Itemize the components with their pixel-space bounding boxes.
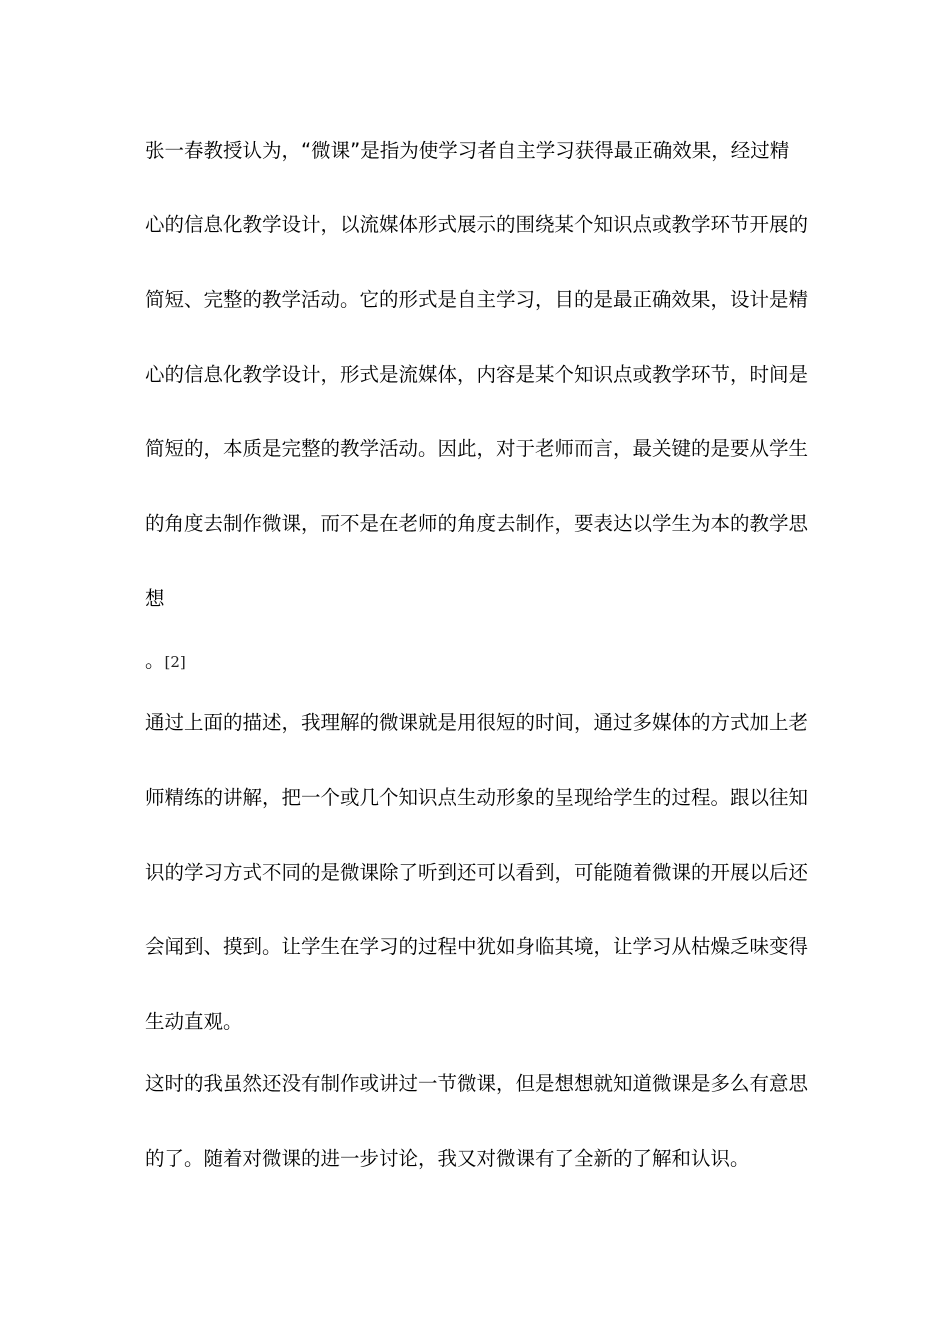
paragraph-1-end-line <box>145 648 805 675</box>
paragraph-2-line-3: 识的学习方式不同的是微课除了听到还可以看到，可能随着微课的开展以后还 <box>145 861 809 884</box>
paragraph-3-line-2: 的了。随着对微课的进一步讨论，我又对微课有了全新的了解和认识。 <box>145 1147 750 1170</box>
paragraph-2-line-2: 师精练的讲解，把一个或几个知识点生动形象的呈现给学生的过程。跟以往知 <box>145 786 809 809</box>
paragraph-1-line-6: 的角度去制作微课，而不是在老师的角度去制作，要表达以学生为本的教学思 <box>145 512 809 535</box>
paragraph-2-line-1: 通过上面的描述，我理解的微课就是用很短的时间，通过多媒体的方式加上老 <box>145 711 809 734</box>
paragraph-1-line-2: 心的信息化教学设计，以流媒体形式展示的围绕某个知识点或教学环节开展的 <box>145 213 809 236</box>
paragraph-2-line-4: 会闻到、摸到。让学生在学习的过程中犹如身临其境，让学习从枯燥乏味变得 <box>145 935 809 958</box>
paragraph-1-line-4: 心的信息化教学设计，形式是流媒体，内容是某个知识点或教学环节，时间是 <box>145 363 809 386</box>
citation-reference: [2] <box>164 653 186 671</box>
paragraph-1-line-5: 简短的，本质是完整的教学活动。因此，对于老师而言，最关键的是要从学生 <box>145 437 809 460</box>
paragraph-1-line-7: 想 <box>145 587 165 610</box>
paragraph-1-end-mark: 。 <box>145 649 165 672</box>
paragraph-1-line-1: 张一春教授认为，“微课”是指为使学习者自主学习获得最正确效果，经过精 <box>145 139 790 162</box>
paragraph-3-line-1: 这时的我虽然还没有制作或讲过一节微课，但是想想就知道微课是多么有意思 <box>145 1072 809 1095</box>
paragraph-1-line-3: 简短、完整的教学活动。它的形式是自主学习，目的是最正确效果，设计是精 <box>145 288 809 311</box>
paragraph-2-line-5: 生动直观。 <box>145 1010 243 1033</box>
